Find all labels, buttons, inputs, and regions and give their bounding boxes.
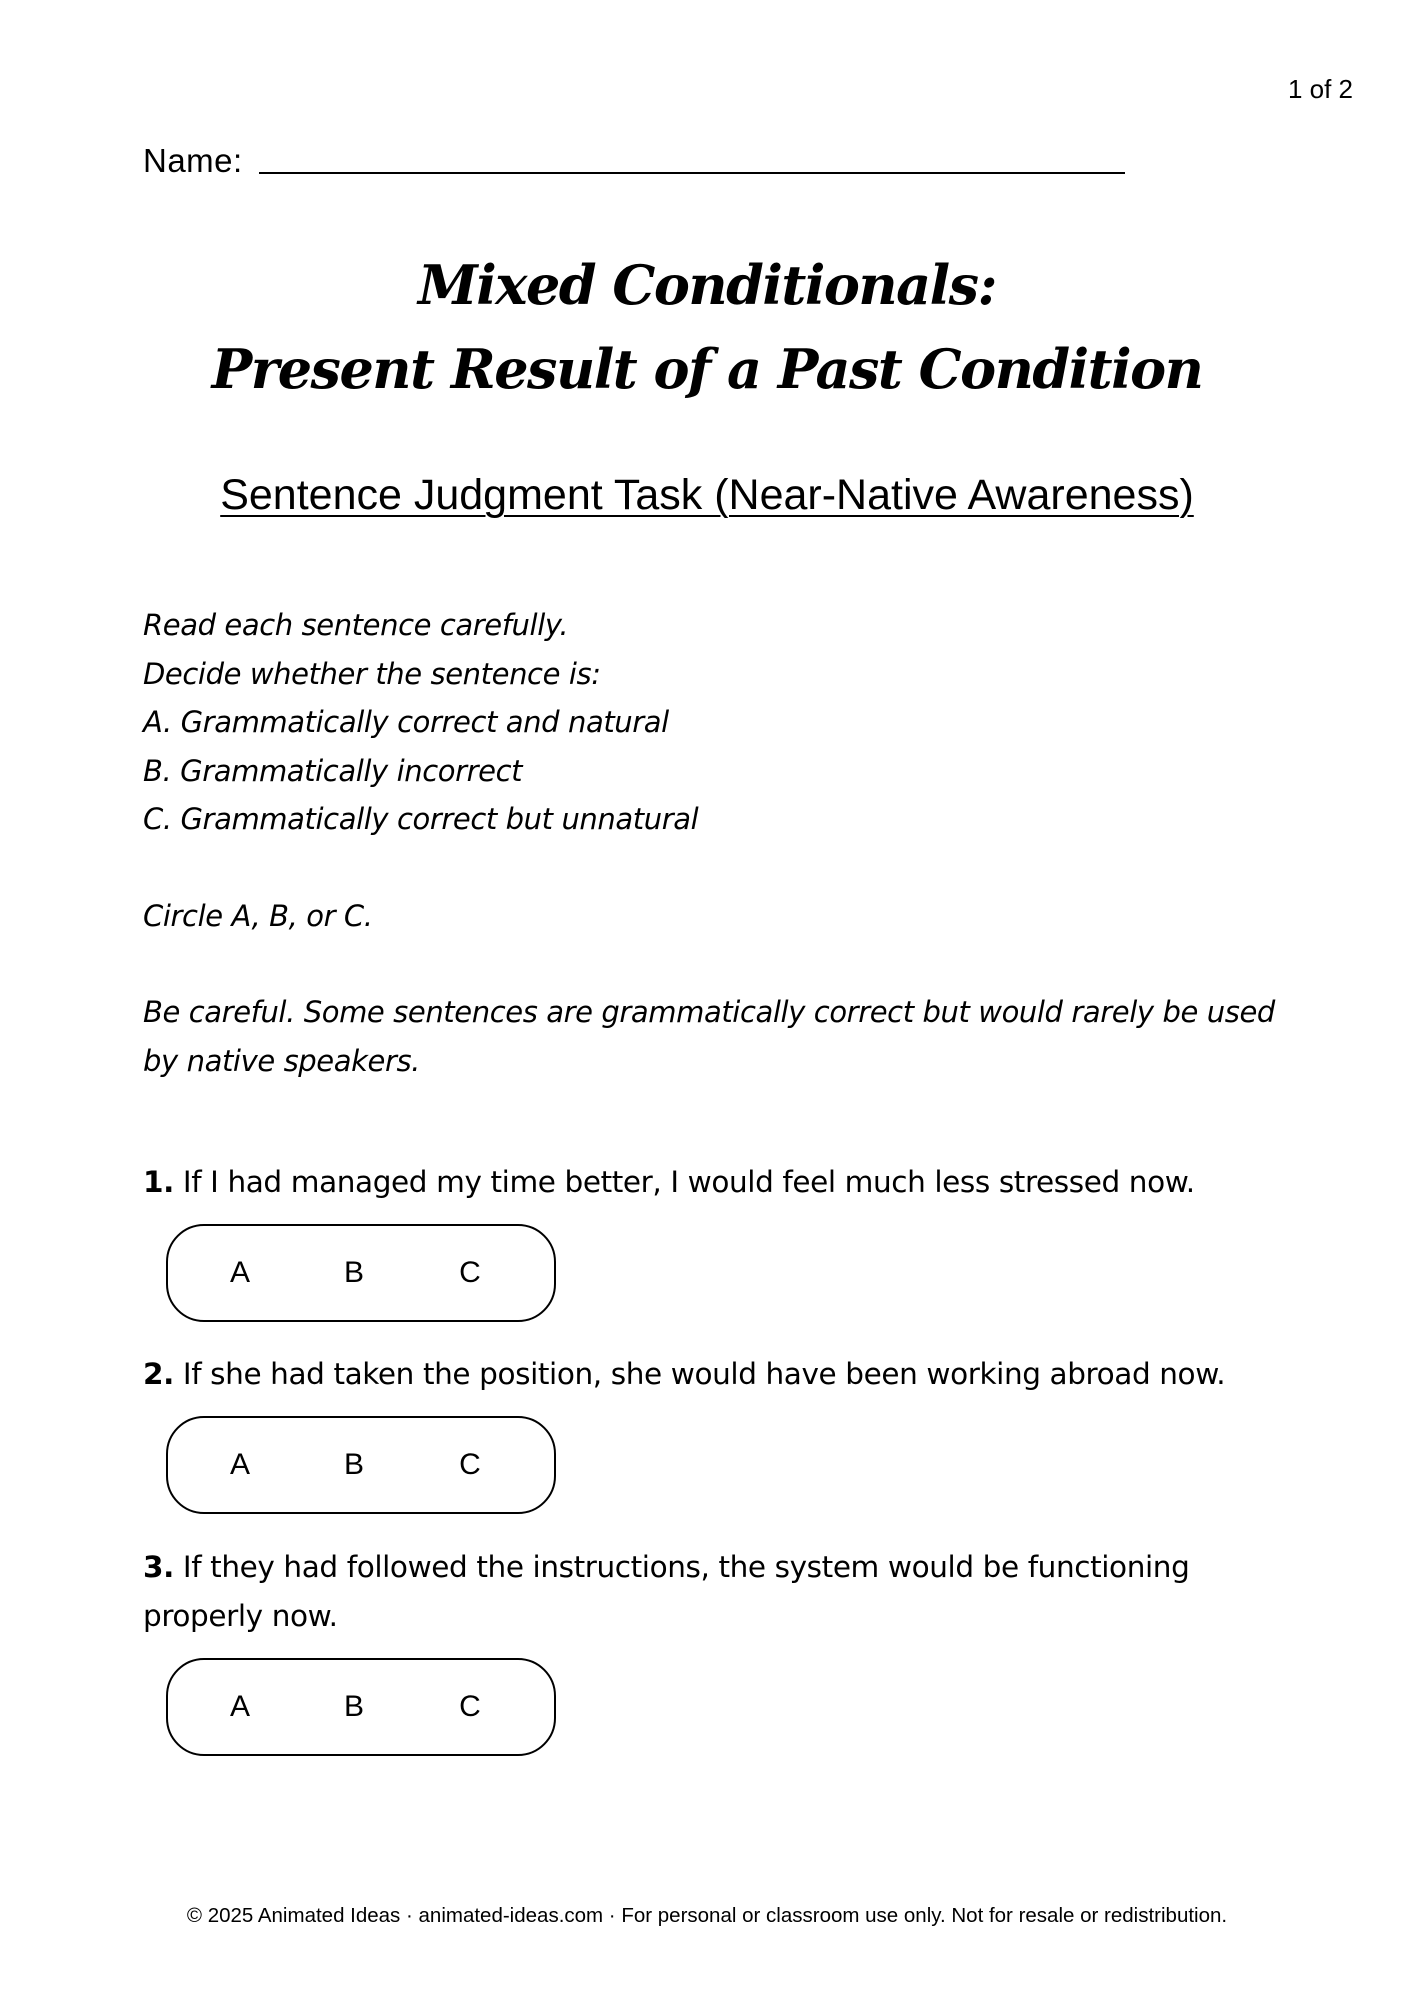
spacer bbox=[143, 940, 1283, 988]
question-text: If she had taken the position, she would have been working abroad now. bbox=[182, 1357, 1226, 1391]
question-number: 3. bbox=[143, 1550, 174, 1584]
caution-note: Be careful. Some sentences are grammatically correct but would rarely be used by native speakers. bbox=[143, 995, 1275, 1078]
question-3 bbox=[143, 1543, 1283, 1640]
answer-choices-2 bbox=[166, 1416, 556, 1514]
title-line-2: Present Result of a Past Condition bbox=[211, 337, 1203, 401]
instruction-line: Decide whether the sentence is: bbox=[143, 656, 601, 691]
question-2 bbox=[143, 1350, 1283, 1399]
choice-b[interactable]: B bbox=[343, 1690, 365, 1723]
name-field-row bbox=[143, 142, 1125, 180]
choice-b[interactable]: B bbox=[343, 1448, 365, 1481]
answer-choices-1 bbox=[166, 1224, 556, 1322]
question-number: 1. bbox=[143, 1165, 174, 1199]
option-definition-c: C. Grammatically correct but unnatural bbox=[143, 802, 699, 836]
circle-prompt: Circle A, B, or C. bbox=[143, 898, 373, 933]
title-line-1: Mixed Conditionals: bbox=[418, 253, 996, 317]
worksheet-subtitle: Sentence Judgment Task (Near-Native Awareness) bbox=[220, 471, 1194, 519]
question-number: 2. bbox=[143, 1357, 174, 1391]
choice-a[interactable]: A bbox=[229, 1690, 251, 1723]
question-text: If I had managed my time better, I would feel much less stressed now. bbox=[182, 1165, 1195, 1199]
name-write-line[interactable] bbox=[259, 172, 1125, 174]
question-text: If they had followed the instructions, the system would be functioning properly now. bbox=[143, 1550, 1190, 1633]
option-definition-a: A. Grammatically correct and natural bbox=[143, 705, 669, 739]
choice-b[interactable]: B bbox=[343, 1256, 365, 1289]
answer-choices-3 bbox=[166, 1658, 556, 1756]
choice-c[interactable]: C bbox=[459, 1256, 481, 1289]
worksheet-title bbox=[0, 243, 1414, 411]
copyright-footer: © 2025 Animated Ideas · animated-ideas.com · For personal or classroom use only. Not for resale or redistribution. bbox=[186, 1904, 1228, 1927]
choice-c[interactable]: C bbox=[459, 1448, 481, 1481]
instruction-line: Read each sentence carefully. bbox=[143, 608, 569, 642]
choice-a[interactable]: A bbox=[229, 1256, 251, 1289]
option-definition-b: B. Grammatically incorrect bbox=[143, 753, 523, 788]
choice-a[interactable]: A bbox=[229, 1448, 251, 1481]
instructions bbox=[143, 601, 1283, 1085]
name-label: Name: bbox=[143, 142, 243, 179]
page-number: 1 of 2 bbox=[1287, 74, 1353, 104]
choice-c[interactable]: C bbox=[459, 1690, 481, 1723]
spacer bbox=[143, 844, 1283, 892]
question-1 bbox=[143, 1158, 1283, 1207]
